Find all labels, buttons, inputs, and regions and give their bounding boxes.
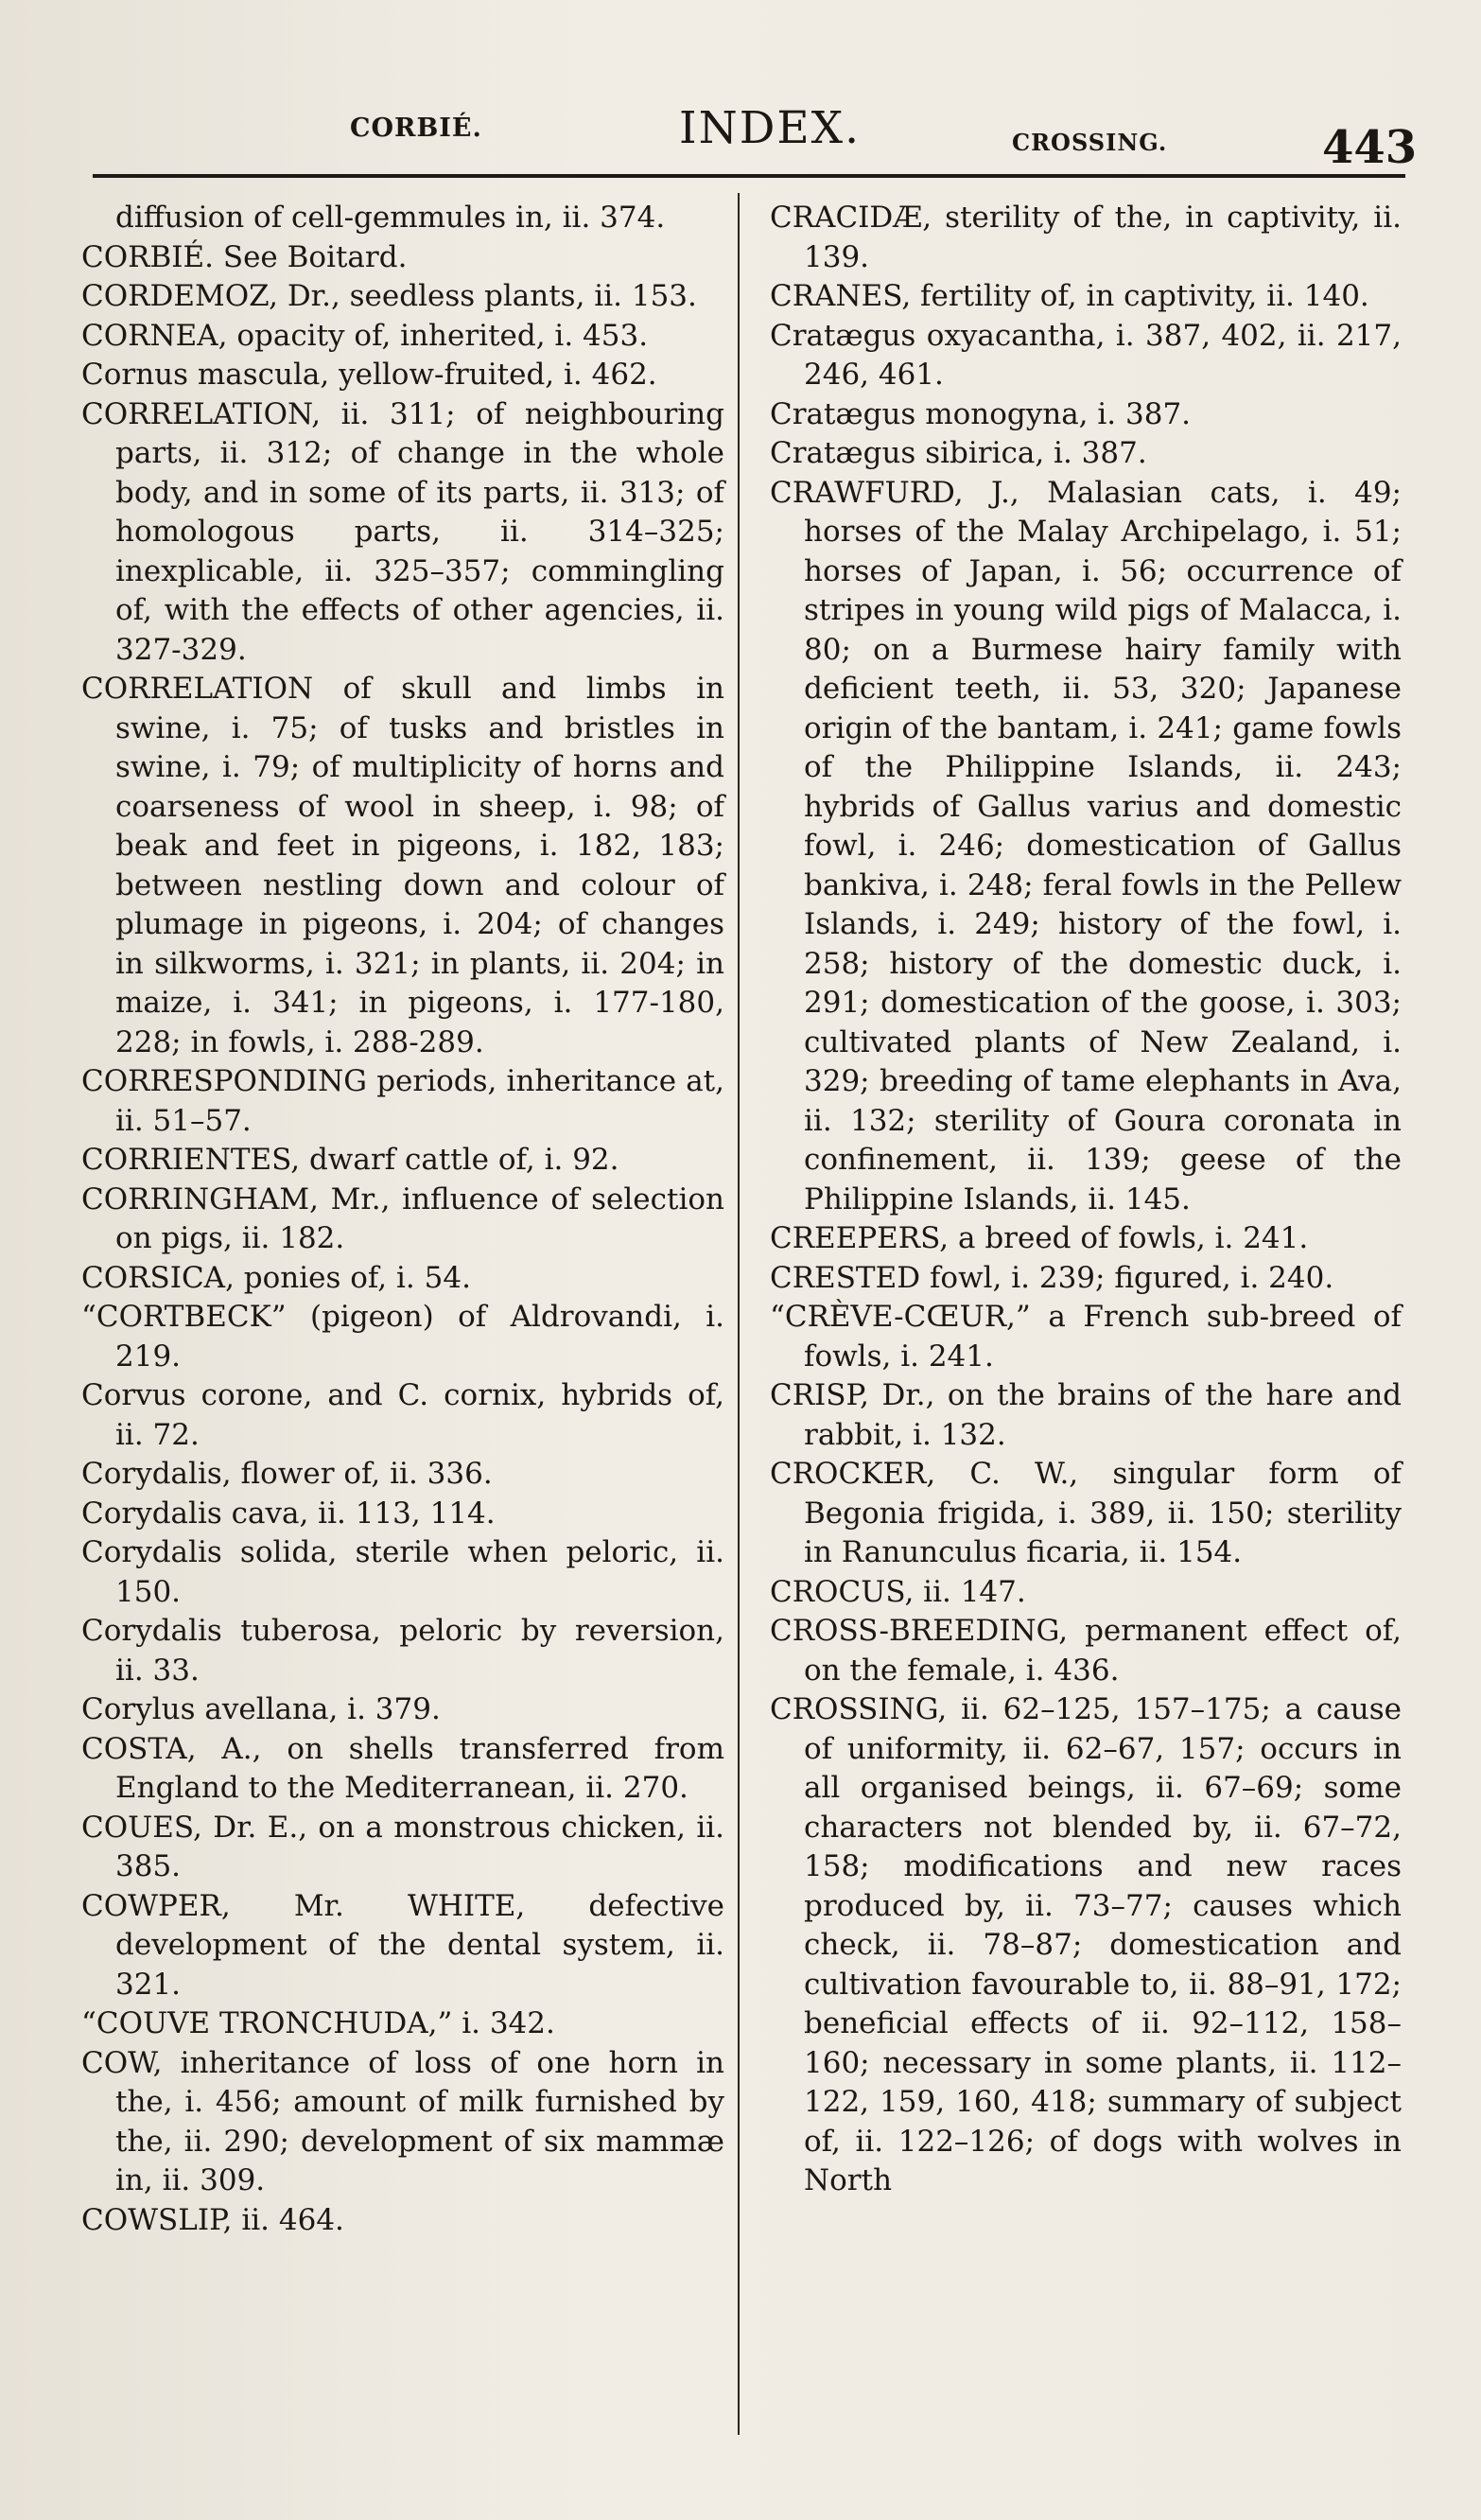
index-entry: CORRESPONDING periods, inheritance at, ii. 51–57. [81,1064,724,1138]
index-entry: COSTA, A., on shells transferred from England to the Mediterranean, ii. 270. [81,1731,724,1805]
index-entry: “CORTBECK” (pigeon) of Aldrovandi, i. 219. [81,1300,724,1374]
index-entry: COWPER, Mr. WHITE, defective development of the dental system, ii. 321. [81,1888,724,2002]
index-entry: Corydalis, flower of, ii. 336. [81,1457,493,1491]
index-entry: CORRIENTES, dwarf cattle of, i. 92. [81,1143,619,1177]
index-entry: diffusion of cell-gemmules in, ii. 374. [115,201,666,235]
index-entry: CRESTED fowl, i. 239; figured, i. 240. [770,1260,1334,1295]
header-title: INDEX. [679,102,862,154]
index-entry: CROCKER, C. W., singular form of Begonia frigida, i. 389, ii. 150; sterility in Ranunculus ficaria, ii. 154. [770,1457,1402,1569]
index-entry: Corvus corone, and C. cornix, hybrids of, ii. 72. [81,1378,724,1452]
header-rule [93,174,1405,178]
index-entry: CRACIDÆ, sterility of the, in captivity, ii. 139. [770,201,1402,274]
index-entry: COUES, Dr. E., on a monstrous chicken, ii. 385. [81,1810,724,1883]
index-entry: CORDEMOZ, Dr., seedless plants, ii. 153. [81,279,697,313]
index-entry: COW, inheritance of loss of one horn in the, i. 456; amount of milk furnished by the, ii. 290; development of six mammæ in, ii. 309. [81,2045,724,2197]
index-entry: “CRÈVE-CŒUR,” a French sub-breed of fowls, i. 241. [770,1300,1402,1374]
index-entry: “COUVE TRONCHUDA,” i. 342. [81,2006,555,2040]
index-entry: CORRINGHAM, Mr., influence of selection on pigs, ii. 182. [81,1181,724,1255]
index-entry: COWSLIP, ii. 464. [81,2202,344,2237]
page-number: 443 [1322,121,1418,174]
index-entry: CORNEA, opacity of, inherited, i. 453. [81,318,649,353]
header-last-entry: CROSSING. [1012,129,1168,156]
index-entry: CORSICA, ponies of, i. 54. [81,1260,471,1295]
index-entry: CROCUS, ii. 147. [770,1574,1026,1609]
index-entry: CREEPERS, a breed of fowls, i. 241. [770,1221,1309,1255]
left-column [81,199,724,2240]
column-divider [738,193,740,2435]
index-entry: Corydalis tuberosa, peloric by reversion, ii. 33. [81,1614,724,1688]
index-entry: CROSSING, ii. 62–125, 157–175; a cause of uniformity, ii. 62–67, 157; occurs in all organised beings, ii. 67–69; some characters not blended by, ii. 67–72, 158; modifications and new races produced by, ii. 73–77; causes which check, ii. 78–87; domestication and cultivation favourable to, ii. 88–91, 172; beneficial effects of ii. 92–112, 158–160; necessary in some plants, ii. 112–122, 159, 160, 418; summary of subject of, ii. 122–126; of dogs with wolves in North [770,1692,1402,2197]
index-entry: CORBIÉ. See Boitard. [81,239,408,274]
index-entry: CORRELATION, ii. 311; of neighbouring parts, ii. 312; of change in the whole body, and in some of its parts, ii. 313; of homologous parts, ii. 314–325; inexplicable, ii. 325–357; commingling of, with the effects of other agencies, ii. 327-329. [81,396,724,667]
index-entry: Corylus avellana, i. 379. [81,1692,441,1726]
index-entry: CROSS-BREEDING, permanent effect of, on the female, i. 436. [770,1614,1402,1688]
index-entry: Corydalis cava, ii. 113, 114. [81,1496,496,1531]
index-entry: CORRELATION of skull and limbs in swine, i. 75; of tusks and bristles in swine, i. 79; of multiplicity of horns and coarseness of wool in sheep, i. 98; of beak and feet in pigeons, i. 182, 183; between nestling down and colour of plumage in pigeons, i. 204; of changes in silkworms, i. 321; in plants, ii. 204; in maize, i. 341; in pigeons, i. 177-180, 228; in fowls, i. 288-289. [81,672,724,1059]
index-entry: Cratægus oxyacantha, i. 387, 402, ii. 217, 246, 461. [770,318,1402,392]
index-entry: Cornus mascula, yellow-fruited, i. 462. [81,358,657,392]
index-entry: Corydalis solida, sterile when peloric, ii. 150. [81,1535,724,1609]
index-entry: Cratægus sibirica, i. 387. [770,436,1147,470]
running-header [0,102,1481,178]
index-entry: CRAWFURD, J., Malasian cats, i. 49; horses of the Malay Archipelago, i. 51; horses of Japan, i. 56; occurrence of stripes in young wild pigs of Malacca, i. 80; on a Burmese hairy family with deficient teeth, ii. 53, 320; Japanese origin of the bantam, i. 241; game fowls of the Philippine Islands, ii. 243; hybrids of Gallus varius and domestic fowl, i. 246; domestication of Gallus bankiva, i. 248; feral fowls in the Pellew Islands, i. 249; history of the fowl, i. 258; history of the domestic duck, i. 291; domestication of the goose, i. 303; cultivated plants of New Zealand, i. 329; breeding of tame elephants in Ava, ii. 132; sterility of Goura coronata in confinement, ii. 139; geese of the Philippine Islands, ii. 145. [770,475,1402,1216]
index-entry: CRANES, fertility of, in captivity, ii. 140. [770,279,1369,313]
index-entry: Cratægus monogyna, i. 387. [770,396,1192,431]
right-column [770,199,1402,2201]
header-first-entry: CORBIÉ. [350,114,482,143]
index-entry: CRISP, Dr., on the brains of the hare and rabbit, i. 132. [770,1378,1402,1452]
